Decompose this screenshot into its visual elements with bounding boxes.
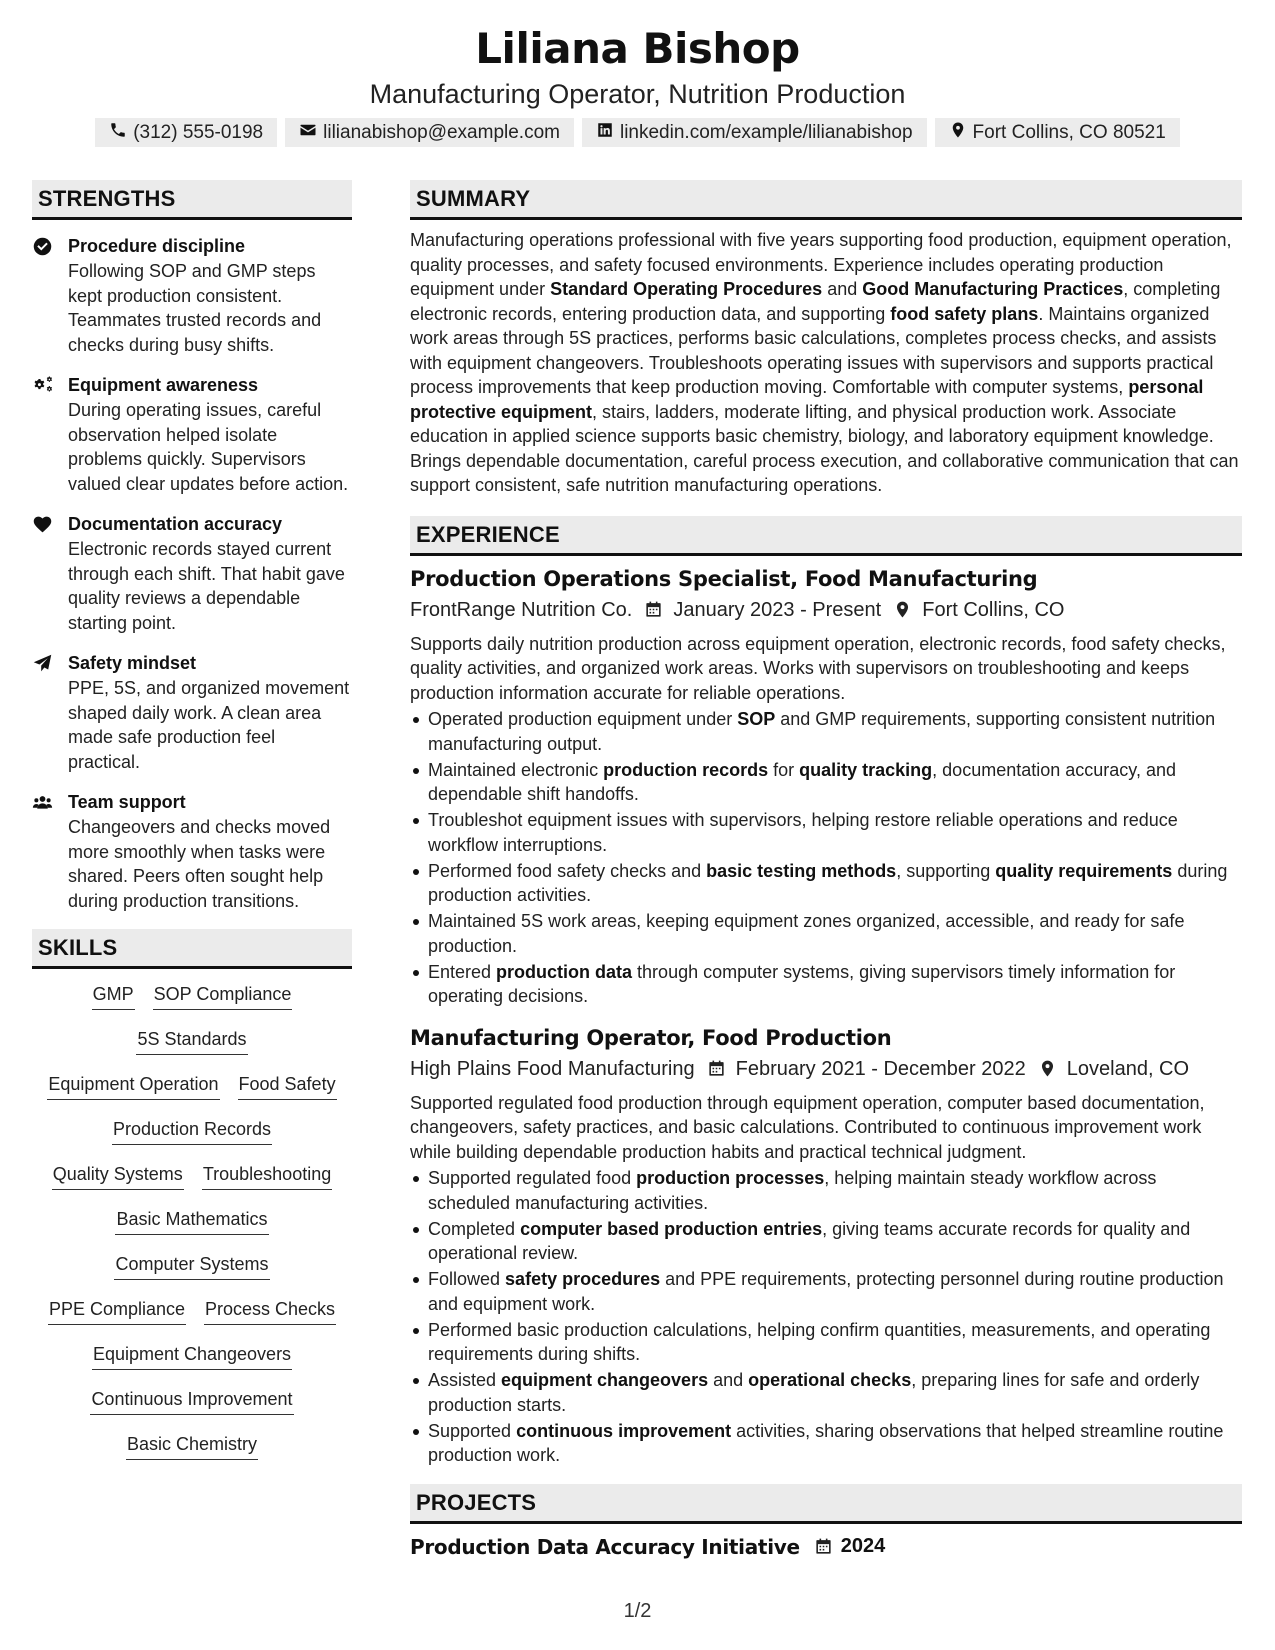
job-meta (410, 594, 1242, 626)
skill-row (32, 1116, 352, 1161)
bullet-item: Supported continuous improvement activities, sharing observations that helped streamline routine production work. (410, 1419, 1242, 1468)
experience-heading: EXPERIENCE (410, 516, 1242, 556)
job-description: Supported regulated food production through equipment operation, computer based documentation, changeovers, safety practices, and basic calculations. Contributed to continuous improvement work while building dependable production habits and practical technical judgment. (410, 1092, 1205, 1162)
project-title: Production Data Accuracy Initiative (410, 1534, 800, 1559)
project-year: 2024 (840, 1535, 886, 1557)
resume-header (0, 22, 1275, 147)
skill-tag: Food Safety (238, 1071, 337, 1100)
strength-title: Team support (68, 792, 186, 812)
skill-tag: Equipment Changeovers (92, 1341, 292, 1370)
skill-tag: Production Records (112, 1116, 272, 1145)
skill-tag: Quality Systems (52, 1161, 184, 1190)
job-title: Production Operations Specialist, Food Manufacturing (410, 566, 1038, 591)
skill-tag: Equipment Operation (47, 1071, 219, 1100)
job-dates: February 2021 - December 2022 (735, 1057, 1026, 1080)
experience-section (410, 516, 1242, 1468)
job-description: Supports daily nutrition production across equipment operation, electronic records, food safety checks, quality activities, and organized work areas. Works with supervisors on troubleshooting and keeps production information accurate for reliable operations. (410, 633, 1226, 703)
bullet-item: Maintained 5S work areas, keeping equipment zones organized, accessible, and ready for safe production. (410, 909, 1242, 958)
bullet-item: Assisted equipment changeovers and operational checks, preparing lines for safe and orderly production starts. (410, 1368, 1242, 1417)
strength-desc: Electronic records stayed current through each shift. That habit gave quality reviews a dependable starting point. (68, 539, 345, 633)
skill-tag: PPE Compliance (48, 1296, 186, 1325)
location-pin-icon (949, 121, 967, 145)
strength-item (32, 373, 352, 496)
bullet-item: Operated production equipment under SOP and GMP requirements, supporting consistent nutrition manufacturing output. (410, 707, 1242, 756)
paper-plane-icon (32, 651, 54, 774)
contact-email[interactable] (285, 118, 574, 147)
contact-bar (0, 118, 1275, 147)
job-title: Manufacturing Operator, Food Production (410, 1025, 892, 1050)
skills-list (32, 981, 352, 1476)
candidate-name: Liliana Bishop (475, 24, 800, 73)
skill-tag: 5S Standards (136, 1026, 247, 1055)
users-icon (32, 790, 54, 913)
candidate-title: Manufacturing Operator, Nutrition Production (369, 79, 906, 109)
job-entry (410, 564, 1242, 1009)
envelope-icon (299, 121, 317, 145)
contact-linkedin-text: linkedin.com/example/lilianabishop (619, 121, 913, 143)
strength-item (32, 512, 352, 635)
skills-heading: SKILLS (32, 929, 352, 969)
skill-row (32, 1251, 352, 1296)
skill-tag: SOP Compliance (153, 981, 293, 1010)
linkedin-icon (596, 121, 614, 145)
job-entry (410, 1023, 1242, 1468)
skill-tag: GMP (92, 981, 135, 1010)
skill-tag: Continuous Improvement (90, 1386, 293, 1415)
bullet-item: Followed safety procedures and PPE requirements, protecting personnel during routine production and equipment work. (410, 1267, 1242, 1316)
skill-tag: Computer Systems (114, 1251, 269, 1280)
contact-email-text: lilianabishop@example.com (323, 121, 560, 143)
skill-row (32, 1341, 352, 1386)
bullet-item: Supported regulated food production processes, helping maintain steady workflow across scheduled manufacturing activities. (410, 1166, 1242, 1215)
skill-tag: Process Checks (204, 1296, 336, 1325)
calendar-icon (644, 600, 663, 619)
skill-row (32, 1161, 352, 1206)
job-bullets (410, 707, 1242, 1009)
bullet-item: Maintained electronic production records for quality tracking, documentation accuracy, and dependable shift handoffs. (410, 758, 1242, 807)
skill-row (32, 1296, 352, 1341)
strengths-heading: STRENGTHS (32, 180, 352, 220)
strengths-list (32, 234, 352, 913)
strength-desc: Changeovers and checks moved more smoothly when tasks were shared. Peers often sought help during production transitions. (68, 817, 331, 911)
contact-location-text: Fort Collins, CO 80521 (972, 121, 1166, 143)
skill-row (32, 981, 352, 1026)
bullet-item: Troubleshot equipment issues with supervisors, helping restore reliable operations and reduce workflow interruptions. (410, 808, 1242, 857)
page-number: 1/2 (623, 1600, 652, 1622)
project-entry (410, 1532, 1242, 1562)
strength-title: Procedure discipline (68, 236, 246, 256)
location-pin-icon (893, 600, 912, 619)
heart-icon (32, 512, 54, 635)
strength-item (32, 651, 352, 774)
bullet-item: Performed basic production calculations, helping confirm quantities, measurements, and operating requirements during shifts. (410, 1318, 1242, 1367)
job-location: Fort Collins, CO (922, 598, 1065, 621)
contact-phone[interactable] (95, 118, 277, 147)
job-dates: January 2023 - Present (673, 598, 882, 621)
bullet-item: Entered production data through computer systems, giving supervisors timely information for operating decisions. (410, 960, 1242, 1009)
check-circle-icon (32, 234, 54, 357)
projects-section (410, 1484, 1242, 1562)
right-column (410, 180, 1242, 1562)
location-pin-icon (1038, 1059, 1057, 1078)
gears-icon (32, 373, 54, 496)
skill-row (32, 1206, 352, 1251)
left-column (32, 180, 352, 1476)
contact-location (935, 118, 1180, 147)
skill-row (32, 1026, 352, 1071)
strength-item (32, 234, 352, 357)
skill-row (32, 1071, 352, 1116)
strength-desc: Following SOP and GMP steps kept production consistent. Teammates trusted records and checks during busy shifts. (68, 261, 322, 355)
calendar-icon (814, 1537, 833, 1556)
skill-tag: Troubleshooting (202, 1161, 332, 1190)
job-company: FrontRange Nutrition Co. (410, 598, 633, 621)
calendar-icon (707, 1059, 726, 1078)
contact-phone-text: (312) 555-0198 (133, 121, 264, 143)
summary-text: Manufacturing operations professional with five years supporting food production, equipment operation, quality processes, and safety focused environments. Experience includes operating production equipment under Standard Operating Procedures and Good Manufacturing Practices, completing electronic records, entering production data, and supporting food safety plans. Maintains organized work areas through 5S practices, performs basic calculations, completes process checks, and assists with equipment changeovers. Troubleshoots operating issues with supervisors and supports practical process improvements that keep production moving. Comfortable with computer systems, personal protective equipment, stairs, ladders, moderate lifting, and physical production work. Associate education in applied science supports basic chemistry, biology, and laboratory equipment knowledge. Brings dependable documentation, careful process execution, and collaborative communication that can support consistent, safe nutrition manufacturing operations. (410, 230, 1239, 495)
skill-row (32, 1386, 352, 1431)
job-company: High Plains Food Manufacturing (410, 1057, 695, 1080)
strength-title: Safety mindset (68, 653, 197, 673)
skill-tag: Basic Mathematics (115, 1206, 268, 1235)
bullet-item: Performed food safety checks and basic testing methods, supporting quality requirements during production activities. (410, 859, 1242, 908)
strength-title: Documentation accuracy (68, 514, 283, 534)
job-meta (410, 1053, 1242, 1085)
skill-tag: Basic Chemistry (126, 1431, 258, 1460)
phone-icon (109, 121, 127, 145)
summary-heading: SUMMARY (410, 180, 1242, 220)
skill-row (32, 1431, 352, 1476)
strength-title: Equipment awareness (68, 375, 259, 395)
strength-item (32, 790, 352, 913)
bullet-item: Completed computer based production entries, giving teams accurate records for quality and operational review. (410, 1217, 1242, 1266)
job-bullets (410, 1166, 1242, 1468)
contact-linkedin[interactable] (582, 118, 927, 147)
strength-desc: PPE, 5S, and organized movement shaped daily work. A clean area made safe production feel practical. (68, 678, 350, 772)
job-location: Loveland, CO (1066, 1057, 1190, 1080)
projects-heading: PROJECTS (410, 1484, 1242, 1524)
strength-desc: During operating issues, careful observation helped isolate problems quickly. Supervisors valued clear updates before action. (68, 400, 349, 494)
